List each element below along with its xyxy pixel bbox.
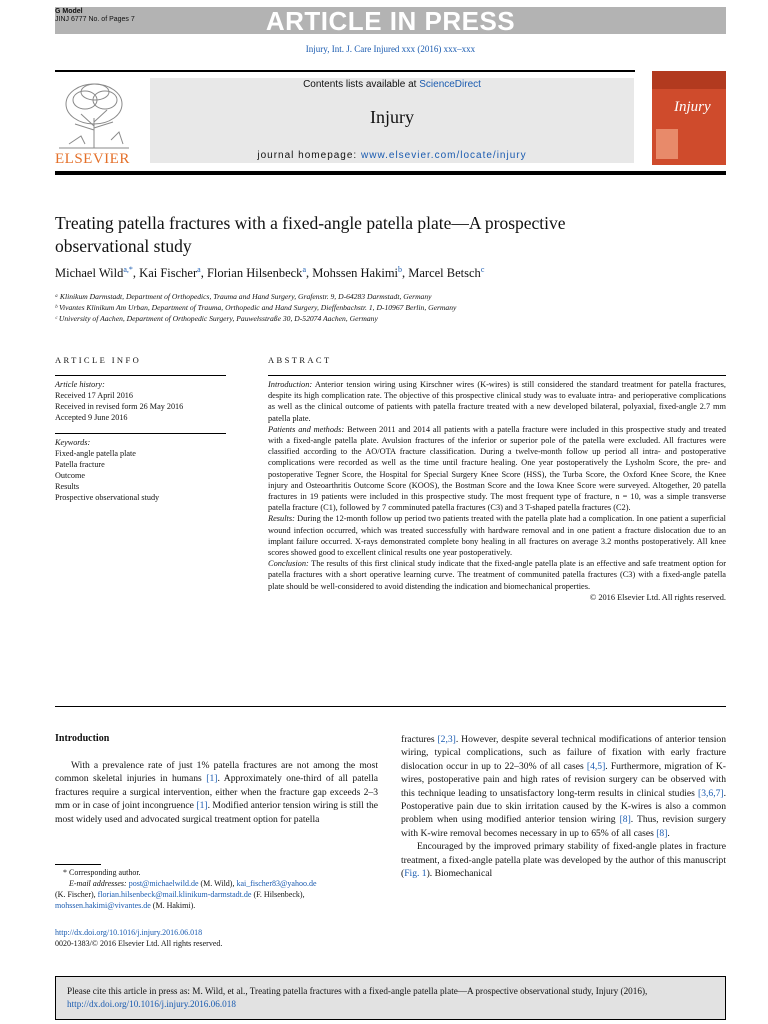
article-info-rule [55, 375, 226, 376]
reference-link[interactable]: [3,6,7] [698, 787, 724, 799]
keywords-label: Keywords: [55, 438, 91, 447]
body-text: Encouraged by the improved primary stability of fixed-angle plates in fracture treatment, a fixed-angle patella plate was developed by the author of this manuscript ( [401, 841, 726, 880]
history-label: Article history: [55, 380, 105, 389]
body-text: fractures [401, 734, 438, 745]
body-text: ). Biomechanical [426, 868, 493, 880]
journal-cover-image [652, 71, 726, 165]
body-text: . Thus, revision surgery with K-wire removal becomes necessary in up to 65% of all cases [401, 814, 726, 839]
author-affil-link[interactable]: b [398, 265, 403, 274]
abstract-conclusion [268, 558, 726, 592]
email-addresses-cont2 [55, 900, 385, 911]
reference-link[interactable]: [1] [206, 773, 218, 785]
intro-paragraph-2 [401, 840, 726, 880]
sciencedirect-link[interactable]: ScienceDirect [419, 79, 481, 90]
author-affil-link[interactable]: c [480, 265, 485, 274]
abstract-methods-label: Patients and methods: [268, 424, 345, 434]
article-history [55, 379, 230, 423]
email-link[interactable]: kai_fischer83@yahoo.de [236, 879, 317, 888]
issn-copyright: 0020-1383/© 2016 Elsevier Ltd. All rights reserved. [55, 939, 223, 948]
header-rule-top [55, 70, 635, 72]
header-rule-bottom [55, 171, 726, 175]
abstract-methods [268, 424, 726, 514]
email-link[interactable]: mohssen.hakimi@vivantes.de [55, 901, 151, 910]
reference-link[interactable]: [4,5] [586, 760, 606, 772]
author-name: Florian Hilsenbeck [206, 266, 303, 281]
abstract-results [268, 513, 726, 558]
elsevier-wordmark: ELSEVIER [55, 151, 130, 167]
doi-block [55, 927, 385, 949]
journal-name: Injury [370, 107, 414, 127]
abstract-heading: ABSTRACT [268, 355, 332, 365]
email-link[interactable]: post@michaelwild.de [128, 879, 199, 888]
affiliations [55, 291, 726, 324]
reference-link[interactable]: [1] [196, 800, 208, 812]
article-title: Treating patella fractures with a fixed-angle patella plate—A prospective observational study [55, 213, 566, 256]
journal-citation-link[interactable]: Injury, Int. J. Care Injured xxx (2016) xxx–xxx [305, 44, 476, 54]
gmodel-text: G Model [55, 8, 83, 15]
body-text: . Modified anterior tension wiring is still the most widely used and advocated surgical treatment option for patella [55, 800, 378, 825]
intro-paragraph-1 [55, 759, 378, 826]
footnote-rule [55, 864, 101, 865]
author-affil-link[interactable]: a [197, 265, 201, 274]
contents-prefix: Contents lists available at [303, 79, 420, 90]
received-date: Received 17 April 2016 [55, 391, 133, 400]
cover-title: Injury [674, 99, 711, 115]
keywords [55, 437, 230, 503]
abstract-conclusion-label: Conclusion: [268, 559, 309, 569]
author-name: Mohssen Hakimi [312, 266, 399, 281]
author-affil-link[interactable]: a,* [123, 265, 133, 274]
email-label: E-mail addresses: [69, 879, 129, 888]
cite-doi-link[interactable]: http://dx.doi.org/10.1016/j.injury.2016.06.018 [67, 998, 236, 1009]
abstract-intro-label: Introduction: [268, 380, 313, 389]
jinj-text: JINJ 6777 No. of Pages 7 [55, 16, 135, 23]
figure-link[interactable]: Fig. 1 [404, 868, 427, 880]
journal-homepage-line [150, 150, 634, 161]
abstract-methods-text: Between 2011 and 2014 all patients with a patella fracture were included in this prospective study and treated with a fixed-angle patella plate. Avulsion fractures of the inferior or superior pole of the patella were excluded. All fractures were classified according to the AO/OTA fracture classification. During a twelve-month follow up period all intra- and postoperative complications were recorded as well as the time until fracture healing. One year postoperatively the Lysholm Score, the pre- and postoperative Tegner Score, the Hospital for Special Surgery Knee Score (HSS), the Turba Score, the Oxford Knee Score, the Knee injury and Osteoarthritis Outcome Score (KOOS), the Bostman Score and the Iowa Knee Score were surveyed. Altogether, 20 patella fractures in 19 patients were included in this prospective study. The most frequent type of fracture, n = 10, was a simple transverse patella fracture (C1), followed by 7 comminuted patella fractures (C3) and 3 T-shaped patella fractures (C2). [268, 424, 726, 513]
abstract-body [268, 379, 726, 603]
homepage-prefix: journal homepage: [257, 150, 361, 161]
email-owner: (K. Fischer), [55, 890, 98, 899]
keywords-rule [55, 433, 226, 434]
email-owner: (M. Hakimi). [150, 901, 196, 910]
footnotes [55, 867, 385, 911]
author-name: Michael Wild [55, 266, 124, 281]
body-column-left [55, 759, 378, 826]
keyword: Prospective observational study [55, 493, 160, 502]
accepted-date: Accepted 9 June 2016 [55, 413, 128, 422]
body-rule [55, 706, 726, 707]
keyword: Patella fracture [55, 460, 105, 469]
doi-link[interactable]: http://dx.doi.org/10.1016/j.injury.2016.06.018 [55, 928, 203, 937]
keyword: Results [55, 482, 80, 491]
homepage-link[interactable]: www.elsevier.com/locate/injury [361, 150, 527, 161]
corresponding-author-note: * Corresponding author. [63, 868, 141, 877]
revised-date: Received in revised form 26 May 2016 [55, 402, 184, 411]
reference-link[interactable]: [2,3] [437, 734, 456, 745]
affiliation-c: ᶜ University of Aachen, Department of Orthopedic Surgery, Pauwelsstraße 30, D-52074 Aachen, Germany [55, 314, 378, 323]
cite-text-body: Please cite this article in press as: M. Wild, et al., Treating patella fractures with a fixed-angle patella plate—A prospective observational study, Injury (2016), [67, 986, 648, 996]
affiliation-a: ᵃ Klinikum Darmstadt, Department of Orthopedics, Trauma and Hand Surgery, Grafenstr. 9, D-64283 Darmstadt, Germany [55, 292, 432, 301]
email-owner: (M. Wild), [198, 879, 237, 888]
keyword: Outcome [55, 471, 86, 480]
author-name: Marcel Betsch [408, 266, 481, 281]
body-text: . Approximately one-third of all patella fractures require a surgical intervention, either when the fracture gap exceeds 2–3 mm or in case of joint incongruence [55, 773, 378, 812]
abstract-rule [268, 375, 726, 376]
article-in-press-text: ARTICLE IN PRESS [265, 6, 516, 36]
abstract-introduction [268, 379, 726, 424]
email-addresses-cont [55, 889, 385, 900]
email-owner: (F. Hilsenbeck), [251, 890, 305, 899]
abstract-results-label: Results: [268, 514, 295, 524]
contents-available-line [150, 79, 634, 90]
body-text: . Furthermore, migration of K-wires, postoperative pain and high rates of revision surgery can be observed with this technique leading to unsatisfactory long-term results in clinical studies [401, 760, 726, 799]
abstract-results-text: During the 12-month follow up period two patients treated with the patella plate had a complication. In one patient a superficial wound infection occurred, which was treated successfully with hardware removal and in one patient a fracture dislocation due to an implant failure occurred. X-rays demonstrated complete bony healing in all fractures on average 3.2 months postoperatively. All knee scores showed good to excellent clinical results one year postoperatively. [268, 514, 726, 558]
abstract-copyright: © 2016 Elsevier Ltd. All rights reserved. [589, 592, 726, 602]
body-text: With a prevalence rate of just 1% patella fractures are not among the most common skeletal injuries in humans [55, 760, 378, 785]
author-affil-link[interactable]: a [302, 265, 306, 274]
reference-link[interactable]: [8] [656, 827, 668, 839]
cite-text [67, 985, 719, 1010]
article-info-heading: ARTICLE INFO [55, 355, 142, 365]
author-name: Kai Fischer [139, 266, 198, 281]
introduction-heading: Introduction [55, 733, 110, 744]
abstract-conclusion-text: The results of this first clinical study indicate that the fixed-angle patella plate is an effective and safe treatment option for patella fractures with a short operative learning curve. The treatment of communited patella fractures (C3) with a fixed-angle patella plate should be well-considered to avoid distending the indication and biomechanical properties. [268, 559, 726, 591]
author-list: Michael Wild$^{a,*}$, Kai Fischer$^a$, Florian Hilsenbeck$^a$, Mohssen Hakimi$^b$, Marcel Betsch$^c$ [55, 265, 485, 281]
keyword: Fixed-angle patella plate [55, 449, 136, 458]
email-addresses [55, 878, 385, 889]
body-text: . Postoperative pain due to skin irritation caused by the K-wires is also a common problem when using modified anterior tension wiring [401, 787, 726, 826]
intro-paragraph-1-cont [401, 733, 726, 840]
body-column-right [401, 733, 726, 880]
affiliation-b: ᵇ Vivantes Klinikum Am Urban, Department of Trauma, Orthopedic and Hand Surgery, Dieffenbachstr. 1, D-10967 Berlin, Germany [55, 303, 457, 312]
body-text: . [667, 827, 670, 839]
abstract-intro-text: Anterior tension wiring using Kirschner wires (K-wires) is still considered the standard treatment for patella fractures, despite its high complication rate. The objective of this prospective clinical study was to evaluate intra- and perioperative complications as well as the clinical outcome of patients with patella fracture treated with a new developed bilateral, polyaxial, fixed-angle 2.7 mm patella plate. [268, 380, 726, 423]
body-text: . However, despite several technical modifications of anterior tension wiring, typical complications, such as failure of fixation with early fracture dislocation occur in up to 22–30% of all cases [401, 734, 726, 772]
reference-link[interactable]: [8] [619, 814, 631, 826]
email-link[interactable]: florian.hilsenbeck@mail.klinikum-darmstadt.de [97, 890, 252, 899]
